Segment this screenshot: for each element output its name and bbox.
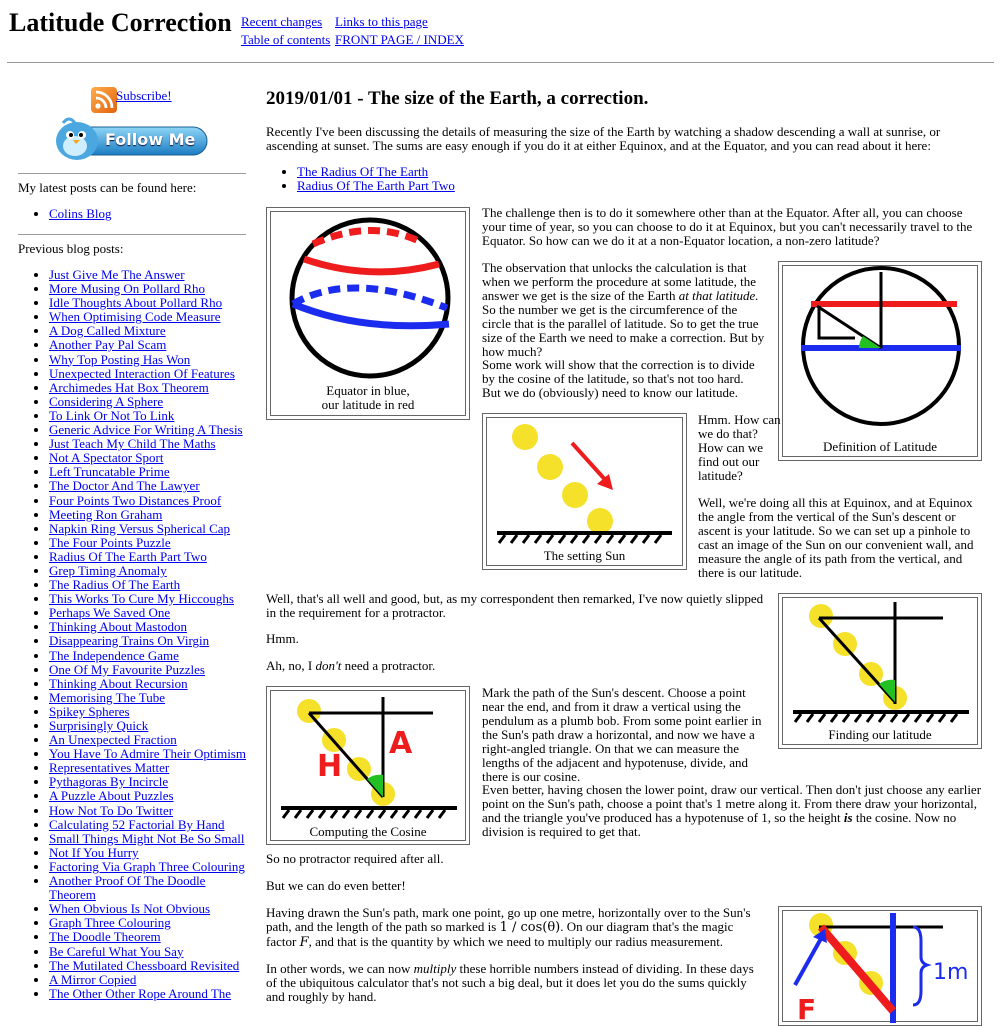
post-content [266, 88, 982, 1023]
links-to-page-link[interactable]: Links to this page [335, 14, 428, 29]
list-item [49, 465, 246, 479]
figure-caption: Definition of Latitude [822, 439, 938, 454]
list-item [49, 874, 246, 902]
ah-emphasis: don't [315, 658, 342, 673]
list-item [49, 691, 246, 705]
previous-post-link[interactable]: Why Top Posting Has Won [49, 351, 191, 367]
list-item [49, 353, 246, 367]
previous-post-link[interactable]: Factoring Via Graph Three Colouring [49, 858, 245, 874]
list-item [49, 634, 246, 648]
even-better-heading-paragraph: But we can do even better! [266, 878, 406, 893]
having-drawn-paragraph [266, 906, 766, 950]
list-item [49, 550, 246, 564]
list-item [49, 987, 246, 1001]
having-drawn-text: , and that is the quantity by which we need to multiply our radius measurement. [308, 934, 724, 949]
list-item [49, 494, 246, 508]
factor-f-label: F [797, 993, 817, 1023]
list-item [49, 916, 246, 930]
previous-post-link[interactable]: The Doctor And The Lawyer [49, 478, 200, 494]
previous-post-link[interactable]: Idle Thoughts About Pollard Rho [49, 295, 223, 311]
subscribe-link[interactable]: Subscribe! [116, 88, 172, 103]
list-item [49, 733, 246, 747]
previous-post-link[interactable]: The Doodle Theorem [49, 929, 161, 945]
list-item [49, 578, 246, 592]
previous-post-link[interactable]: When Obvious Is Not Obvious [49, 901, 211, 917]
previous-post-link[interactable]: Just Give Me The Answer [49, 267, 185, 282]
previous-post-link[interactable]: The Other Other Rope Around The [49, 985, 232, 1001]
even-better-emphasis: is [843, 810, 853, 825]
list-item [49, 606, 246, 620]
list-item [49, 677, 246, 691]
previous-post-link[interactable]: Left Truncatable Prime [49, 464, 170, 480]
list-item [49, 649, 246, 663]
list-item [49, 973, 246, 987]
previous-post-link[interactable]: Be Careful What You Say [49, 943, 184, 959]
mark-path-paragraph: Mark the path of the Sun's descent. Choose a point near the end, and from it draw a vertical using the pendulum as a plumb bob. From some point earlier in the Sun's path draw a horizontal, and now we have a right-angled triangle. On that we can measure the lengths of the adjacent and hypotenuse, divide, and there is our cosine. [482, 685, 762, 784]
previous-post-link[interactable]: A Mirror Copied [49, 971, 137, 987]
latest-posts-list [18, 207, 112, 221]
previous-post-link[interactable]: Four Points Two Distances Proof [49, 492, 222, 508]
figure-computing-cosine [266, 686, 470, 845]
list-item [49, 451, 246, 465]
previous-post-link[interactable]: This Works To Cure My Hiccoughs [49, 591, 234, 607]
previous-post-link[interactable]: Pythagoras By Incircle [49, 774, 169, 790]
observation-text: The observation that unlocks the calculation is that when we perform the procedure at some latitude, the answer we get is the size of the Earth [482, 260, 756, 303]
sidebar-divider [18, 234, 246, 235]
list-item [49, 663, 246, 677]
multiply-emphasis: multiply [413, 961, 457, 976]
ah-paragraph [266, 659, 435, 673]
previous-post-link[interactable]: The Four Points Puzzle [49, 534, 171, 550]
post-title: 2019/01/01 - The size of the Earth, a correction. [266, 88, 649, 109]
previous-post-link[interactable]: Not A Spectator Sport [49, 450, 164, 466]
previous-post-link[interactable]: A Dog Called Mixture [49, 323, 166, 339]
hmm-how-paragraph: Hmm. How can we do that? How can we find out our latitude? [698, 412, 781, 483]
previous-post-link[interactable]: Unexpected Interaction Of Features [49, 365, 235, 381]
figure-caption: Computing the Cosine [309, 824, 427, 839]
front-page-link[interactable]: FRONT PAGE / INDEX [335, 32, 464, 47]
figure-magic-factor [778, 906, 982, 1026]
previous-post-link[interactable]: Disappearing Trains On Virgin [49, 633, 210, 649]
figure-caption: Equator in blue, [326, 383, 410, 398]
recent-changes-link[interactable]: Recent changes [241, 14, 323, 29]
figure-latitude [778, 261, 982, 461]
multiply-text: In other words, we can now [266, 961, 414, 976]
list-item [49, 818, 246, 832]
ah-text: need a protractor. [341, 658, 436, 673]
previous-post-link[interactable]: Napkin Ring Versus Spherical Cap [49, 520, 231, 536]
list-item [49, 423, 246, 437]
list-item [49, 338, 246, 352]
previous-post-link[interactable]: Another Proof Of The Doodle Theorem [49, 873, 206, 903]
header-divider [7, 62, 994, 63]
previous-post-link[interactable]: Another Pay Pal Scam [49, 337, 167, 353]
list-item [49, 207, 112, 221]
list-item [49, 592, 246, 606]
list-item [49, 719, 246, 733]
previous-post-link[interactable]: One Of My Favourite Puzzles [49, 661, 205, 677]
having-drawn-text: . On our diagram that's the magic factor [266, 919, 734, 949]
previous-post-link[interactable]: How Not To Do Twitter [49, 802, 174, 818]
list-item [49, 705, 246, 719]
figure-finding-latitude [778, 593, 982, 749]
list-item [49, 775, 246, 789]
follow-me-label: Follow Me [105, 130, 196, 149]
list-item [49, 804, 246, 818]
latest-post-link[interactable]: Colins Blog [49, 206, 112, 221]
previous-post-link[interactable]: Perhaps We Saved One [49, 605, 171, 621]
follow-me-button[interactable] [53, 115, 213, 163]
observation-paragraph [482, 261, 765, 359]
list-item [49, 437, 246, 451]
multiply-paragraph [266, 962, 766, 1004]
toc-link[interactable]: Table of contents [241, 32, 331, 47]
figure-caption: our latitude in red [321, 397, 415, 412]
list-item [49, 268, 246, 282]
previous-post-link[interactable]: Small Things Might Not Be So Small [49, 830, 245, 846]
reference-links [266, 165, 455, 193]
previous-post-link[interactable]: Surprisingly Quick [49, 718, 149, 733]
previous-post-link[interactable]: Not If You Hurry [49, 844, 139, 860]
adjacent-label: A [389, 726, 413, 761]
figure-setting-sun [482, 413, 687, 570]
list-item [49, 789, 246, 803]
previous-post-link[interactable]: Meeting Ron Graham [49, 506, 163, 522]
challenge-paragraph: The challenge then is to do it somewhere other than at the Equator. After all, you can choose your time of year, so you can choose to do it at Equinox, but you can't necessarily travel to the Equator. So how can we do it at a non-Equator location, a non-zero latitude? [482, 205, 973, 248]
protractor-paragraph: Well, that's all well and good, but, as my correspondent then remarked, I've now quietly slipped in the requirement for a protractor. [266, 591, 764, 620]
list-item [49, 761, 246, 775]
list-item [49, 536, 246, 550]
magic-factor-symbol: F [299, 935, 309, 950]
previous-post-link[interactable]: Spikey Spheres [49, 703, 130, 719]
list-item [49, 282, 246, 296]
observation-emphasis: at that latitude. [678, 288, 759, 303]
header [0, 0, 1000, 64]
figure-caption: The setting Sun [543, 548, 626, 563]
list-item [49, 324, 246, 338]
previous-posts-text: Previous blog posts: [18, 241, 124, 256]
list-item [49, 296, 246, 310]
hypotenuse-label: H [317, 749, 343, 784]
previous-post-link[interactable]: You Have To Admire Their Optimism [49, 746, 246, 762]
previous-post-link[interactable]: To Link Or Not To Link [49, 407, 175, 423]
previous-post-link[interactable]: Archimedes Hat Box Theorem [49, 379, 209, 395]
previous-post-link[interactable]: Calculating 52 Factorial By Hand [49, 816, 225, 832]
latest-posts-text: My latest posts can be found here: [18, 180, 197, 195]
cosine-paragraph: Some work will show that the correction is to divide by the cosine of the latitude, so that's not too hard. But we do (obviously) need to know our latitude. [482, 357, 755, 400]
previous-post-link[interactable]: Graph Three Colouring [49, 915, 171, 931]
sidebar-divider [18, 173, 246, 174]
even-better-text: Even better, having chosen the lower point, draw our vertical. Then don't just choose any earlier point on the Sun's path, choose a point that's 1 metre along it. From there draw your horizontal, and the triangle you've produced has a hypotenuse of 1, so the height [482, 782, 982, 825]
list-item [49, 564, 246, 578]
list-item [49, 508, 246, 522]
list-item [49, 945, 246, 959]
previous-post-link[interactable]: Representatives Matter [49, 760, 170, 776]
previous-post-link[interactable]: Thinking About Recursion [49, 675, 188, 691]
previous-post-link[interactable]: Generic Advice For Writing A Thesis [49, 422, 243, 438]
previous-post-link[interactable]: The Mutilated Chessboard Revisited [49, 957, 240, 973]
hmm-paragraph: Hmm. [266, 631, 299, 646]
list-item [49, 902, 246, 916]
list-item [49, 395, 246, 409]
previous-post-link[interactable]: The Independence Game [49, 647, 179, 663]
formula-inverse-cosine: 1 / cos(θ) [499, 920, 561, 935]
previous-post-link[interactable]: Considering A Sphere [49, 393, 164, 409]
having-drawn-text: Having drawn the Sun's path, mark one point, go up one metre, horizontally over to the Sun's path, and the length of the path so marked is [266, 905, 751, 934]
list-item [49, 747, 246, 761]
figure-equator [266, 207, 470, 420]
list-item [49, 930, 246, 944]
no-protractor-paragraph: So no protractor required after all. [266, 851, 444, 866]
list-item [49, 832, 246, 846]
previous-post-link[interactable]: Thinking About Mastodon [49, 619, 187, 635]
even-better-text: the cosine. Now no division is required to get that. [482, 810, 957, 839]
previous-post-link[interactable]: Grep Timing Anomaly [49, 562, 167, 578]
list-item [49, 620, 246, 634]
multiply-text: these horrible numbers instead of dividing. In these days of the ubiquitous calculator that's not such a big deal, but it does let you do the sums quickly and roughly by hand. [266, 961, 754, 1004]
one-metre-label: 1m [933, 960, 969, 985]
previous-post-link[interactable]: More Musing On Pollard Rho [49, 281, 205, 297]
previous-post-link[interactable]: An Unexpected Fraction [49, 732, 177, 748]
previous-post-link[interactable]: Just Teach My Child The Maths [49, 436, 216, 452]
equinox-paragraph: Well, we're doing all this at Equinox, and at Equinox the angle from the vertical of the Sun's descent or ascent is your latitude. So we can set up a pinhole to cast an image of the Sun on our convenient wall, and measure the angle of its path from the vertical, and there is our latitude. [698, 495, 974, 580]
previous-post-link[interactable]: Radius Of The Earth Part Two [49, 548, 207, 564]
list-item [49, 846, 246, 860]
ref-link-radius-two[interactable]: Radius Of The Earth Part Two [297, 178, 455, 193]
list-item [49, 367, 246, 381]
subscribe-block [91, 87, 211, 115]
list-item [49, 409, 246, 423]
list-item [49, 310, 246, 324]
ref-link-radius[interactable]: The Radius Of The Earth [297, 164, 429, 179]
previous-posts-list [18, 268, 246, 1001]
list-item [49, 479, 246, 493]
list-item [49, 860, 246, 874]
ah-text: Ah, no, I [266, 658, 316, 673]
list-item [49, 522, 246, 536]
even-better-paragraph [482, 783, 982, 839]
site-title: Latitude Correction [9, 8, 232, 37]
rss-icon[interactable] [91, 87, 117, 113]
list-item [49, 959, 246, 973]
intro-paragraph: Recently I've been discussing the details of measuring the size of the Earth by watching a shadow descending a wall at sunrise, or ascending at sunset. The sums are easy enough if you do it at either Equinox, and at the Equator, and you can read about it here: [266, 124, 941, 153]
previous-post-link[interactable]: Memorising The Tube [49, 689, 166, 705]
previous-post-link[interactable]: When Optimising Code Measure [49, 309, 221, 325]
observation-text: So the number we get is the circumference of the circle that is the parallel of latitude. So to get the true size of the Earth we need to make a correction. But by how much? [482, 302, 765, 359]
previous-post-link[interactable]: The Radius Of The Earth [49, 577, 181, 593]
figure-caption: Finding our latitude [828, 727, 932, 742]
list-item [49, 381, 246, 395]
previous-post-link[interactable]: A Puzzle About Puzzles [49, 788, 174, 804]
